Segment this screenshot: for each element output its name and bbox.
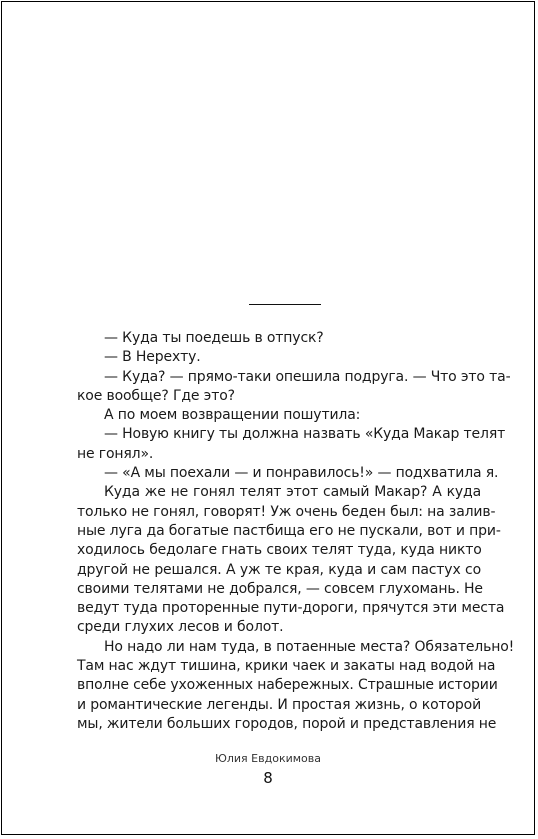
running-footer-author: Юлия Евдокимова	[215, 752, 321, 765]
body-line: не гонял».	[77, 445, 154, 462]
body-line: Но надо ли нам туда, в потаенные места? Обязательно!	[104, 638, 515, 655]
section-divider	[249, 304, 321, 305]
body-line: своими телятами не добрался, — совсем глухомань. Не	[77, 580, 483, 597]
body-line: — В Нерехту.	[104, 349, 201, 366]
body-line: — «А мы поехали — и понравилось!» — подхватила я.	[104, 465, 499, 482]
page-number: 8	[263, 769, 273, 787]
body-line: кое вообще? Где это?	[77, 387, 235, 404]
body-line: Там нас ждут тишина, крики чаек и закаты над водой на	[77, 658, 496, 675]
body-line: Куда же не гонял телят этот самый Макар? А куда	[104, 484, 481, 501]
body-text	[77, 329, 515, 734]
body-line: другой не решался. А уж те края, куда и сам пастух со	[77, 561, 481, 578]
book-page	[1, 1, 535, 835]
body-line: только не гонял, говорят! Уж очень беден был: на залив-	[77, 503, 496, 520]
body-line: ные луга да богатые пастбища его не пускали, вот и при-	[77, 522, 501, 539]
body-line: ведут туда проторенные пути-дороги, прячутся эти места	[77, 600, 505, 617]
body-line: А по моем возвращении пошутила:	[104, 407, 361, 424]
body-line: мы, жители больших городов, порой и представления не	[77, 715, 497, 732]
body-line: вполне себе ухоженных набережных. Страшные истории	[77, 677, 498, 694]
body-line: и романтические легенды. И простая жизнь, о которой	[77, 696, 482, 713]
body-line: — Куда? — прямо-таки опешила подруга. — Что это та-	[104, 368, 511, 385]
body-line: среди глухих лесов и болот.	[77, 619, 284, 636]
body-line: — Новую книгу ты должна назвать «Куда Макар телят	[104, 426, 506, 443]
body-line: ходилось бедолаге гнать своих телят туда, куда никто	[77, 542, 482, 559]
body-line: — Куда ты поедешь в отпуск?	[104, 330, 324, 346]
